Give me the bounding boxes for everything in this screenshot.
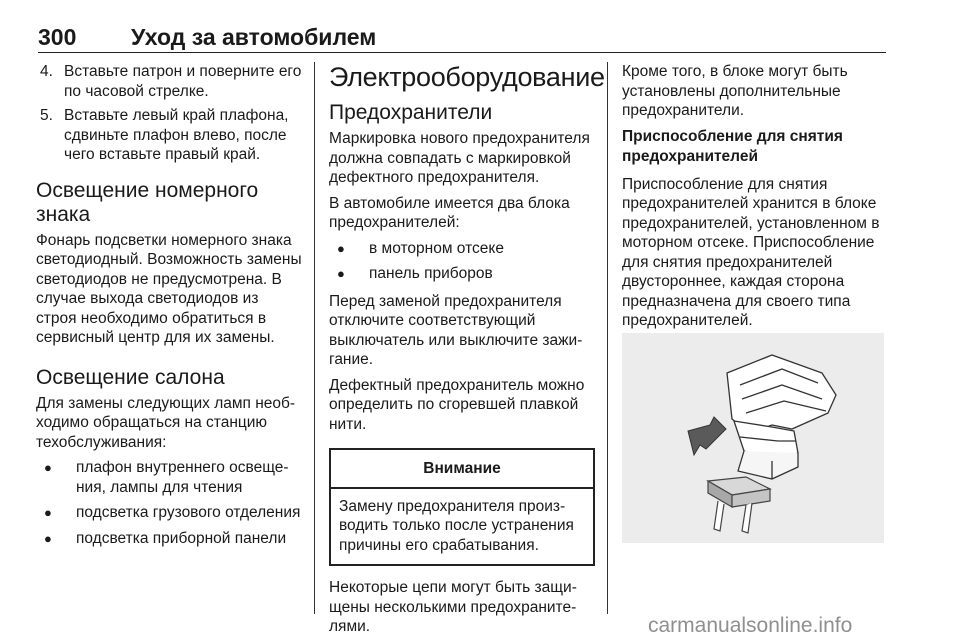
steps-list [36, 62, 302, 165]
cabin-lamp-list [36, 458, 302, 548]
list-item [36, 529, 302, 549]
fuses-heading: Предохранители [329, 101, 493, 124]
bullet-icon: ● [337, 240, 345, 256]
notice-body: Замену предохранителя производить только после устранения причины его срабатывания. [339, 497, 574, 554]
fuse-puller-text: Приспособление для снятия предохранителей хранится в блоке предохранителей, установленном в моторном отсеке. Приспособление для снятия предохранителей двустороннее, каждая сторона предназначена для своего типа предохранителей. [622, 175, 880, 329]
page-number: 300 [38, 24, 77, 50]
section-heading: Электрооборудование [329, 62, 605, 92]
plate-light-text: Фонарь подсветки номерного знака светодиодный. Возможность замены светодиодов не предусмотрена. В случае выхода светодиодов из строя необходимо обратиться в сервисный центр для их замены. [36, 231, 302, 346]
step-number: 4. [40, 63, 53, 80]
step-item [36, 62, 302, 101]
list-item [329, 264, 595, 284]
list-item-text: плафон внутреннего освещения, лампы для чтения [76, 459, 289, 496]
list-item-text: подсветка грузового отделения [76, 504, 301, 521]
list-item [36, 503, 302, 523]
fuse-blocks-text: В автомобиле имеется два блока предохранителей: [329, 194, 570, 231]
bullet-icon: ● [337, 266, 345, 281]
fuse-puller-drawing [622, 333, 884, 543]
list-item-text: подсветка приборной панели [76, 529, 287, 547]
column-divider [607, 62, 608, 614]
column-divider [314, 62, 315, 614]
step-item [36, 106, 302, 165]
column-left [36, 62, 302, 556]
list-item-text: в моторном отсеке [369, 239, 504, 257]
column-middle [329, 62, 605, 643]
cabin-light-heading: Освещение салона [36, 365, 225, 389]
replace-instruction-text: Перед заменой предохранителя отключите соответствующий выключатель или выключите зажигание. [329, 292, 583, 368]
step-text: Вставьте патрон и поверните его по часовой стрелке. [64, 63, 302, 100]
fuse-block-list [329, 239, 595, 284]
column-right [622, 62, 888, 337]
bullet-icon: ● [44, 530, 52, 546]
notice-box [329, 448, 595, 566]
bullet-icon: ● [44, 505, 52, 520]
cabin-light-text: Для замены следующих ламп необходимо обращаться на станцию техобслуживания: [36, 394, 296, 451]
page-header [38, 22, 886, 53]
defective-fuse-text: Дефектный предохранитель можно определить по сгоревшей плавкой нити. [329, 376, 585, 433]
step-number: 5. [40, 107, 53, 124]
fuse-puller-heading: Приспособление для снятия предохранителей [622, 127, 843, 165]
list-item [329, 239, 595, 259]
list-item [36, 458, 302, 497]
list-item-text: панель приборов [369, 265, 493, 282]
circuits-text: Некоторые цепи могут быть защищены несколькими предохранителями. [329, 579, 577, 635]
notice-title: Внимание [331, 450, 593, 489]
watermark: carmanualsonline.info [648, 614, 853, 637]
running-title: Уход за автомобилем [131, 24, 377, 50]
arrow-icon [688, 417, 726, 455]
fuse-puller-illustration [622, 333, 884, 543]
additional-fuses-text: Кроме того, в блоке могут быть установлены дополнительные предохранители. [622, 63, 848, 119]
step-text: Вставьте левый край плафона, сдвиньте плафон влево, после чего вставьте правый край. [64, 107, 289, 163]
bullet-icon: ● [44, 460, 52, 475]
plate-light-heading: Освещение номерного знака [36, 178, 259, 226]
fuse-marking-text: Маркировка нового предохранителя должна совпадать с маркировкой дефектного предохранителя. [329, 130, 590, 186]
